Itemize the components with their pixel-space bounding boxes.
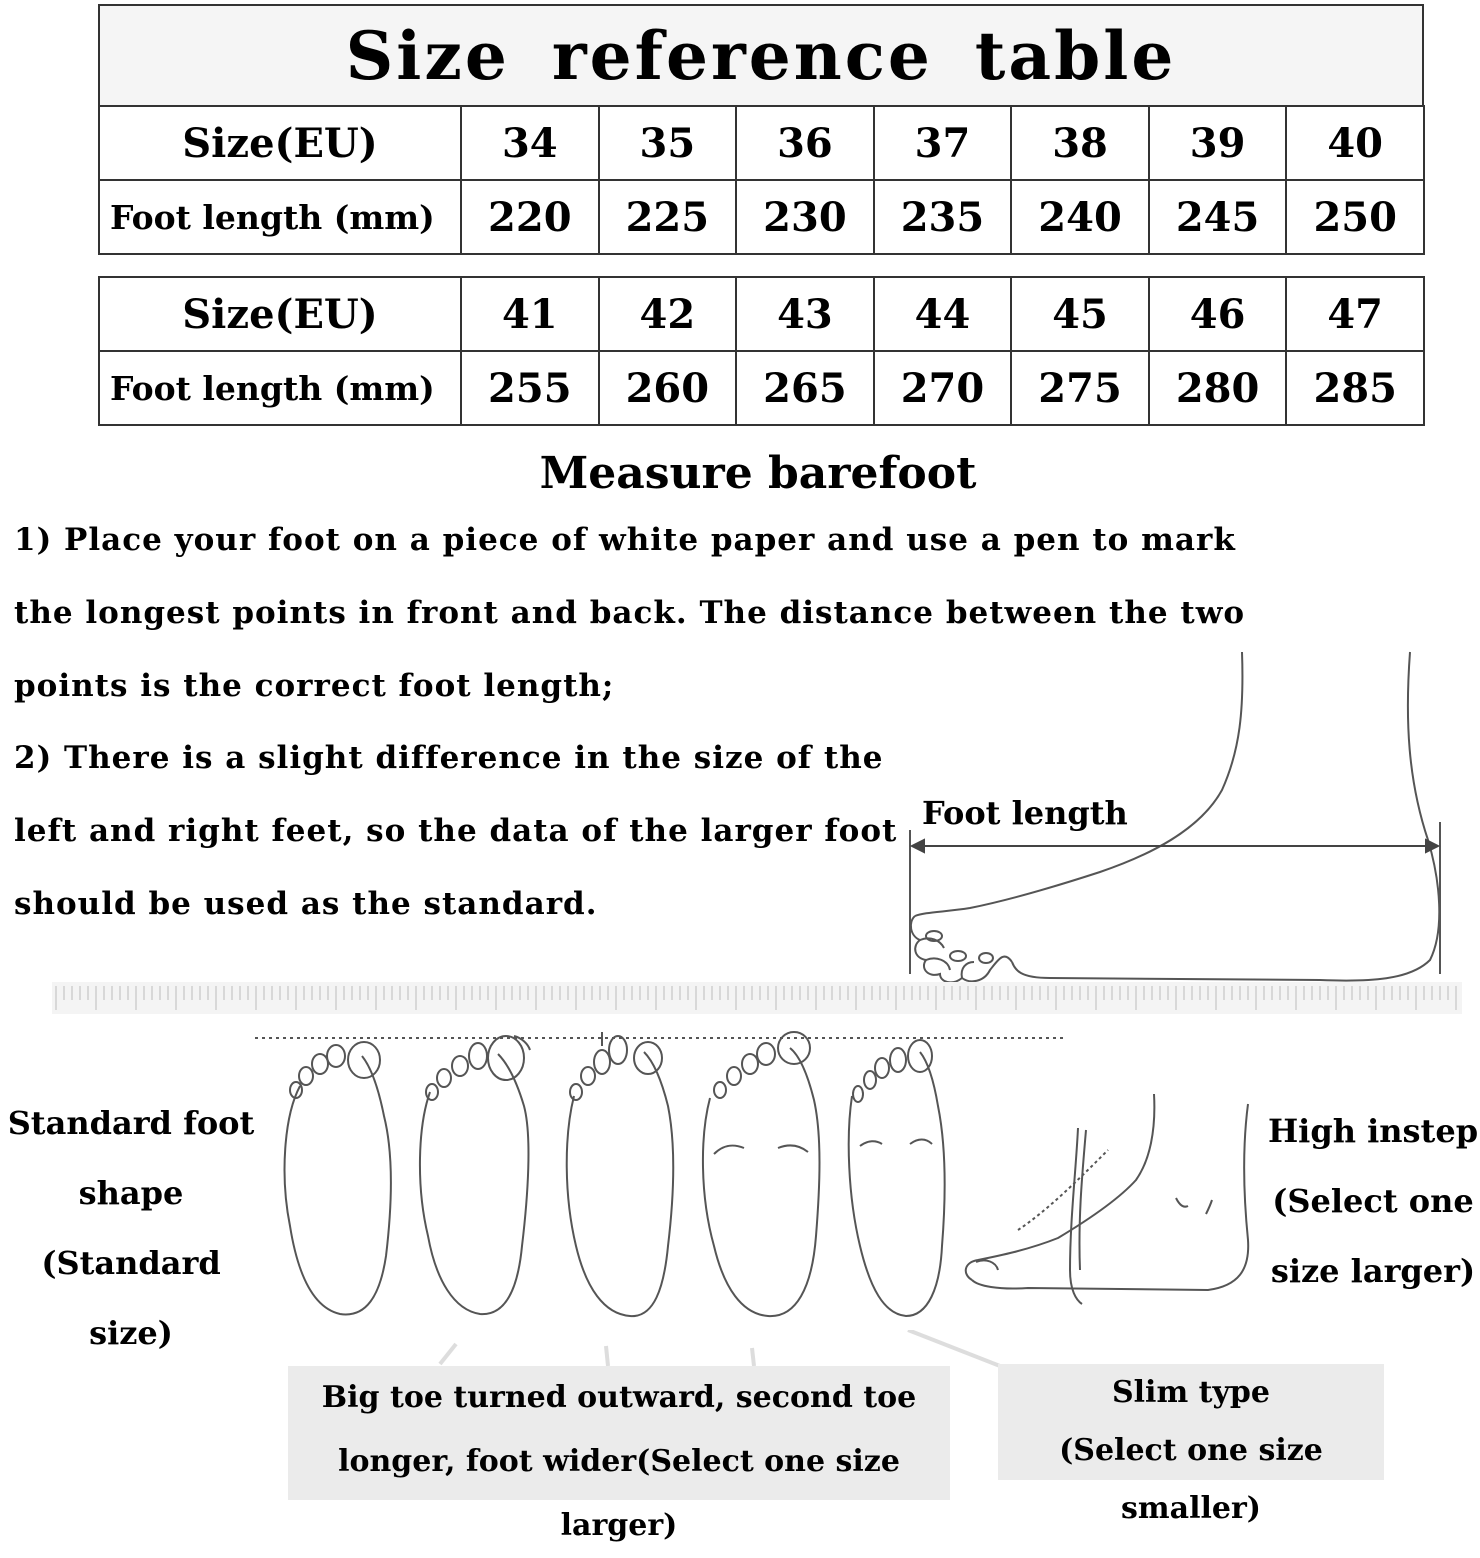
instruction-line: the longest points in front and back. The distance between the two bbox=[14, 595, 1246, 631]
slim-foot-callout bbox=[998, 1364, 1384, 1526]
label-line: (Standard size) bbox=[41, 1244, 221, 1352]
length-cell: 270 bbox=[874, 351, 1012, 425]
size-cell: 41 bbox=[461, 277, 599, 351]
size-cell: 37 bbox=[874, 106, 1012, 180]
callout-line: longer, foot wider(Select one size larger) bbox=[338, 1444, 900, 1543]
label-line: shape bbox=[78, 1174, 184, 1212]
size-cell: 46 bbox=[1149, 277, 1287, 351]
size-cell: 43 bbox=[736, 277, 874, 351]
wide-foot-callout bbox=[288, 1366, 950, 1543]
length-cell: 275 bbox=[1011, 351, 1149, 425]
length-cell: 220 bbox=[461, 180, 599, 254]
label-line: High instep bbox=[1267, 1112, 1479, 1150]
length-cell: 245 bbox=[1149, 180, 1287, 254]
length-cell: 265 bbox=[736, 351, 874, 425]
size-table-2 bbox=[98, 276, 1425, 426]
size-row bbox=[99, 106, 1424, 180]
size-cell: 36 bbox=[736, 106, 874, 180]
measure-heading: Measure barefoot bbox=[539, 448, 977, 499]
label-line: (Select one bbox=[1272, 1182, 1474, 1220]
label-line: size larger) bbox=[1270, 1252, 1476, 1290]
length-cell: 225 bbox=[599, 180, 737, 254]
length-row bbox=[99, 180, 1424, 254]
length-cell: 260 bbox=[599, 351, 737, 425]
instruction-line: 2) There is a slight difference in the size of the bbox=[14, 740, 884, 776]
length-cell: 230 bbox=[736, 180, 874, 254]
label-line: Standard foot bbox=[7, 1104, 255, 1142]
high-instep-illustration bbox=[958, 1090, 1258, 1320]
callout-connectors bbox=[430, 1330, 1030, 1370]
size-cell: 34 bbox=[461, 106, 599, 180]
length-cell: 255 bbox=[461, 351, 599, 425]
size-row bbox=[99, 277, 1424, 351]
callout-line: Big toe turned outward, second toe bbox=[321, 1380, 917, 1415]
size-cell: 45 bbox=[1011, 277, 1149, 351]
instruction-line: should be used as the standard. bbox=[14, 886, 598, 922]
size-cell: 44 bbox=[874, 277, 1012, 351]
size-cell: 39 bbox=[1149, 106, 1287, 180]
length-cell: 285 bbox=[1286, 351, 1424, 425]
instruction-step-2 bbox=[14, 722, 914, 941]
size-cell: 35 bbox=[599, 106, 737, 180]
callout-line: Slim type bbox=[1112, 1375, 1270, 1410]
length-row bbox=[99, 351, 1424, 425]
length-cell: 280 bbox=[1149, 351, 1287, 425]
length-row-label: Foot length (mm) bbox=[99, 351, 461, 425]
callout-line: (Select one size smaller) bbox=[1059, 1433, 1323, 1526]
standard-foot-label bbox=[0, 1088, 262, 1368]
length-cell: 250 bbox=[1286, 180, 1424, 254]
foot-length-label: Foot length bbox=[922, 794, 1128, 832]
foot-shapes-illustration bbox=[270, 1026, 960, 1326]
size-cell: 42 bbox=[599, 277, 737, 351]
size-cell: 47 bbox=[1286, 277, 1424, 351]
size-cell: 38 bbox=[1011, 106, 1149, 180]
size-table-1 bbox=[98, 105, 1425, 255]
length-cell: 240 bbox=[1011, 180, 1149, 254]
size-row-label: Size(EU) bbox=[99, 277, 461, 351]
length-cell: 235 bbox=[874, 180, 1012, 254]
length-row-label: Foot length (mm) bbox=[99, 180, 461, 254]
high-instep-label bbox=[1266, 1096, 1480, 1306]
instruction-line: left and right feet, so the data of the larger foot bbox=[14, 813, 898, 849]
size-cell: 40 bbox=[1286, 106, 1424, 180]
instruction-line: 1) Place your foot on a piece of white paper and use a pen to mark bbox=[14, 522, 1236, 558]
ruler-strip bbox=[52, 982, 1462, 1014]
instruction-line: points is the correct foot length; bbox=[14, 668, 615, 704]
size-row-label: Size(EU) bbox=[99, 106, 461, 180]
size-table-title: Size reference table bbox=[98, 4, 1424, 105]
